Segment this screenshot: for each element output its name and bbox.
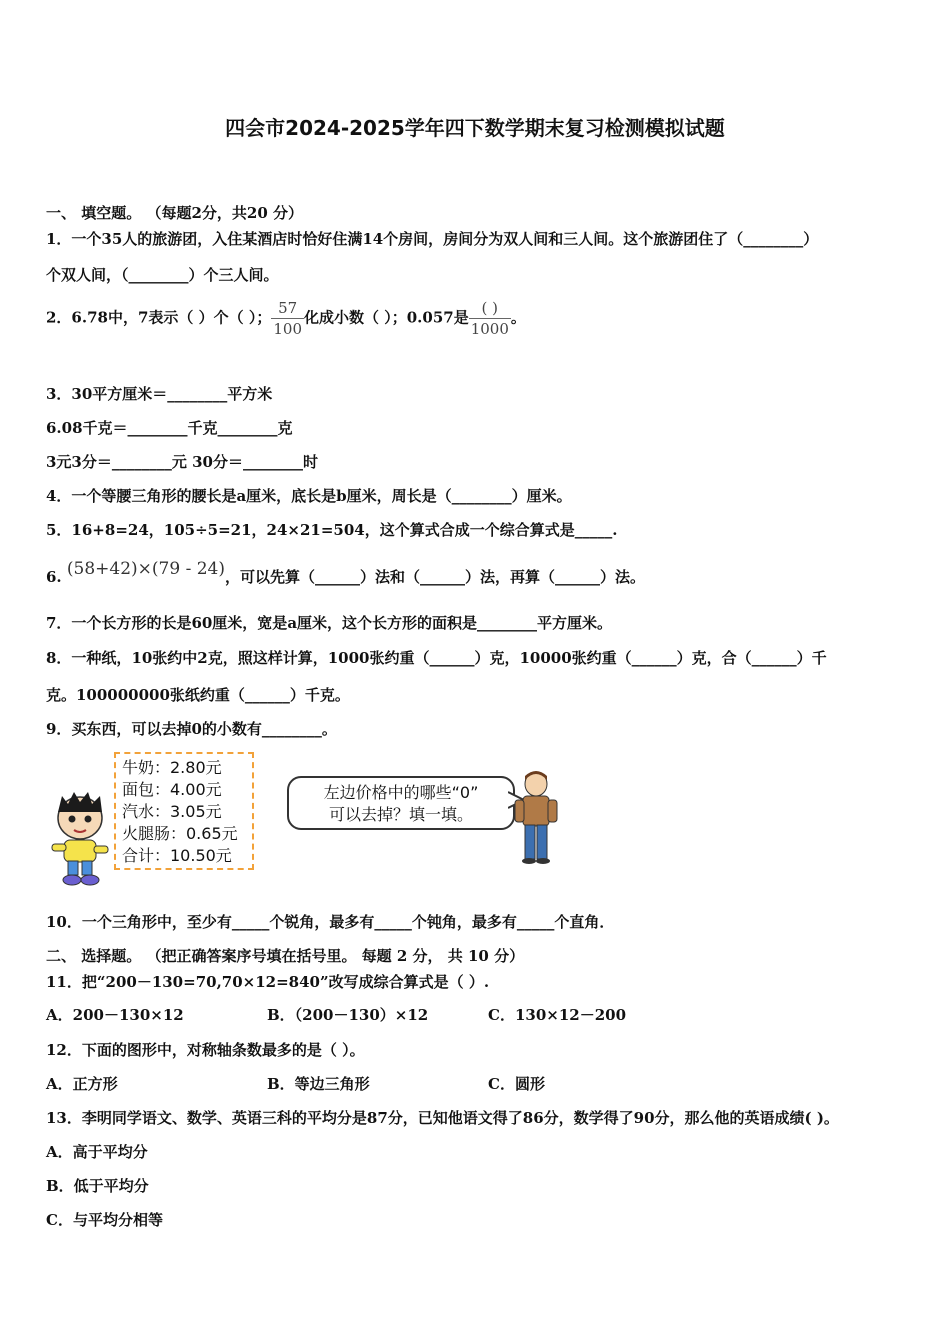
- man-illustration: [512, 770, 560, 866]
- q10: 10．一个三角形中，至少有_____个锐角，最多有_____个钝角，最多有_____个直角．: [46, 913, 615, 931]
- q6-expression: (58+42)×(79 - 24): [66, 559, 226, 579]
- q12-option-a: A．正方形: [46, 1075, 118, 1093]
- price-item: 合计：10.50元: [122, 846, 232, 865]
- q11-option-a: A．200－130×12: [46, 1006, 184, 1024]
- q12-option-c: C．圆形: [488, 1075, 545, 1093]
- q9-text: 9．买东西，可以去掉0的小数有________。: [46, 720, 337, 738]
- q2-fraction2: $\frac{( )}{1000}$: [470, 299, 509, 338]
- q2-fraction1: $\frac{57}{100}$: [273, 299, 302, 338]
- q2: [46, 298, 526, 339]
- q3-line3: 3元3分＝________元 30分＝________时: [46, 453, 318, 471]
- q6-number: 6.: [46, 568, 62, 586]
- q6-text: ，可以先算（______）法和（______）法，再算（______）法。: [225, 568, 646, 586]
- bubble-line2: 可以去掉？填一填。: [328, 805, 473, 824]
- bubble-line1: 左边价格中的哪些“0”: [323, 783, 479, 802]
- q4: 4．一个等腰三角形的腰长是a厘米，底长是b厘米，周长是（________）厘米。: [46, 487, 572, 505]
- page-title: 四会市2024-2025学年四下数学期末复习检测模拟试题: [225, 116, 725, 140]
- q8-line2: 克。100000000张纸约重（______）千克。: [46, 686, 350, 704]
- price-item: 汽水：3.05元: [122, 802, 222, 821]
- q6: [46, 559, 646, 587]
- q13-text: 13．李明同学语文、数学、英语三科的平均分是87分，已知他语文得了86分，数学得了90分，那么他的英语成绩( )。: [46, 1109, 839, 1127]
- section1-header: 一、 填空题。 （每题2分，共20 分）: [46, 204, 303, 222]
- price-item: 面包：4.00元: [122, 780, 222, 799]
- q3-line1: 3．30平方厘米＝________平方米: [46, 385, 273, 403]
- q11-option-c: C．130×12－200: [488, 1006, 627, 1024]
- q7: 7．一个长方形的长是60厘米，宽是a厘米，这个长方形的面积是________平方厘米。: [46, 614, 613, 632]
- speech-bubble: [287, 776, 515, 830]
- q12-option-b: B．等边三角形: [267, 1075, 370, 1093]
- q12-text: 12．下面的图形中，对称轴条数最多的是（ ）。: [46, 1041, 365, 1059]
- q5: 5．16+8=24，105÷5=21，24×21=504，这个算式合成一个综合算式是_____.: [46, 521, 618, 539]
- boy-illustration: [48, 788, 112, 888]
- q13-option-a: A．高于平均分: [46, 1143, 148, 1161]
- section2-header: 二、 选择题。 （把正确答案序号填在括号里。 每题 2 分， 共 10 分）: [46, 947, 525, 965]
- q13-option-b: B．低于平均分: [46, 1177, 149, 1195]
- q1-line2: 个双人间，（________）个三人间。: [46, 266, 279, 284]
- price-item: 火腿肠：0.65元: [122, 824, 238, 843]
- price-item: 牛奶：2.80元: [122, 758, 222, 777]
- q2-part3: 。: [510, 308, 526, 327]
- q3-line2: 6.08千克＝________千克________克: [46, 419, 293, 437]
- q8-line1: 8．一种纸，10张约中2克，照这样计算，1000张约重（______）克，10000张约重（______）克，合（______）千: [46, 649, 827, 667]
- q2-part1: 2．6.78中，7表示（ ）个（ ）；: [46, 308, 272, 327]
- q11-option-b: B．（200－130）×12: [267, 1006, 429, 1024]
- q1-line1: 1．一个35人的旅游团，入住某酒店时恰好住满14个房间，房间分为双人间和三人间。这个旅游团住了（________）: [46, 230, 819, 248]
- q13-option-c: C．与平均分相等: [46, 1211, 163, 1229]
- price-list: [114, 752, 254, 870]
- q11-text: 11．把“200－130=70,70×12=840”改写成综合算式是（ ）.: [46, 973, 490, 991]
- q2-part2: 化成小数（ ）；0.057是: [304, 308, 469, 327]
